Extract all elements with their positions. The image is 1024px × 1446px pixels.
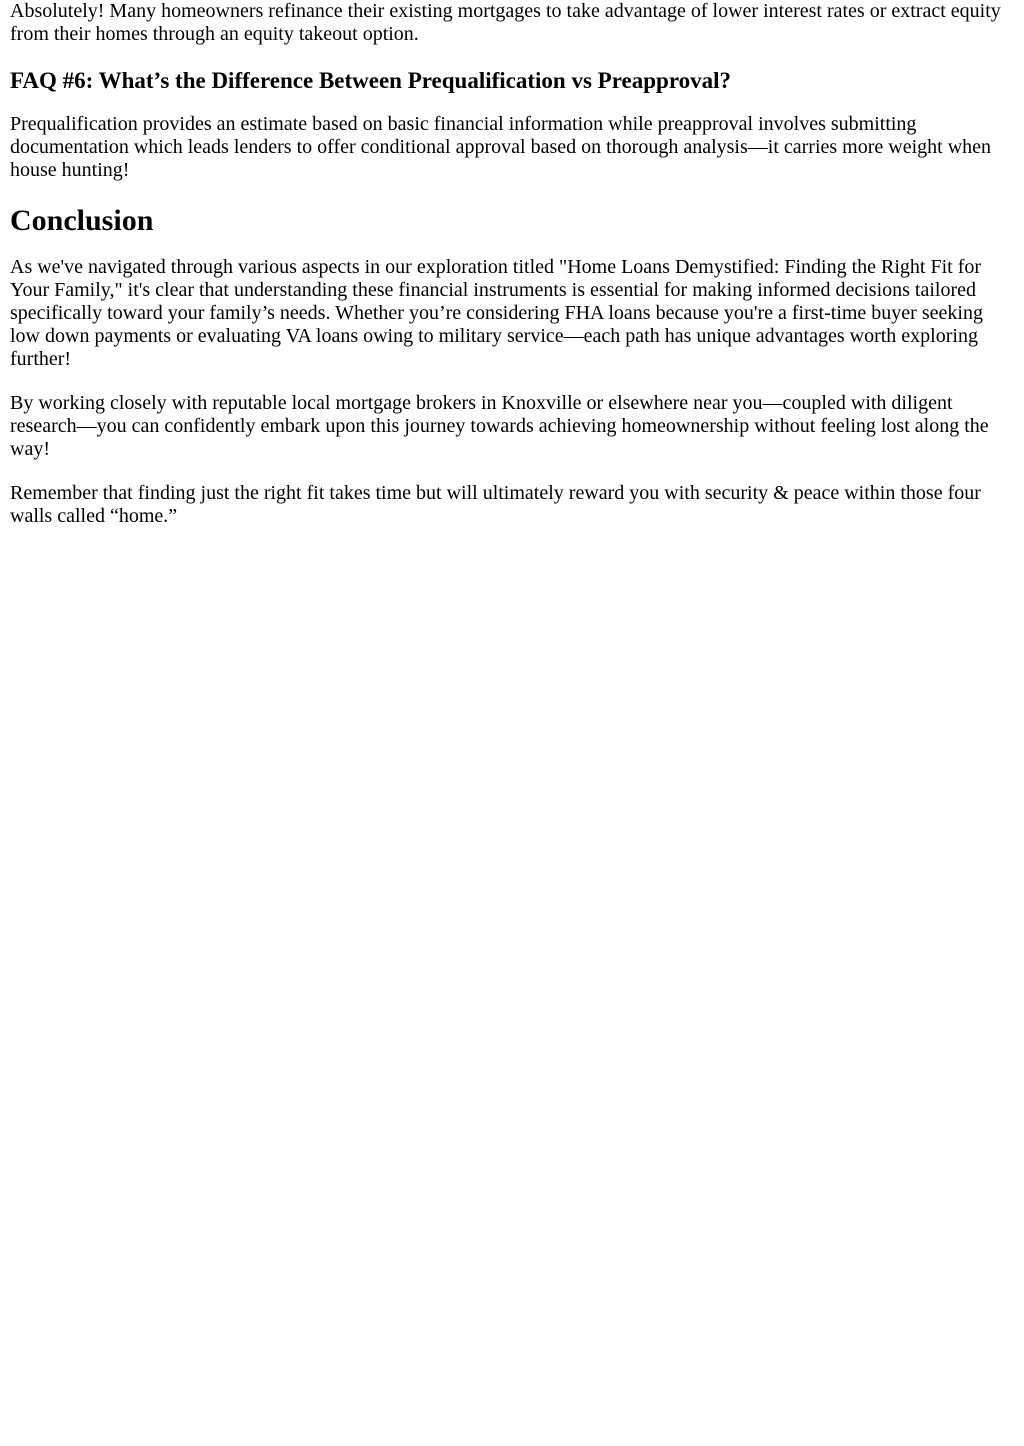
conclusion-paragraph-2: By working closely with reputable local mortgage brokers in Knoxville or elsewhere near you—coupled with diligent research—you can confidently embark upon this journey towards achieving homeownership without feeling lost along the way! bbox=[10, 392, 989, 460]
conclusion-paragraph-3: Remember that finding just the right fit takes time but will ultimately reward you with security & peace within those four walls called “home.” bbox=[10, 482, 981, 527]
article-body bbox=[0, 0, 1024, 528]
faq6-heading: FAQ #6: What’s the Difference Between Prequalification vs Preapproval? bbox=[10, 68, 731, 93]
conclusion-paragraph-1: As we've navigated through various aspects in our exploration titled "Home Loans Demystified: Finding the Right Fit for Your Family," it's clear that understanding these financial instruments is essential for making informed decisions tailored specifically toward your family’s needs. Whether you’re considering FHA loans because you're a first-time buyer seeking low down payments or evaluating VA loans owing to military service—each path has unique advantages worth exploring further! bbox=[10, 256, 983, 370]
conclusion-heading: Conclusion bbox=[10, 204, 154, 237]
faq6-answer: Prequalification provides an estimate based on basic financial information while preapproval involves submitting documentation which leads lenders to offer conditional approval based on thorough analysis—it carries more weight when house hunting! bbox=[10, 113, 992, 181]
intro-paragraph: Absolutely! Many homeowners refinance their existing mortgages to take advantage of lower interest rates or extract equity from their homes through an equity takeout option. bbox=[10, 0, 1001, 45]
